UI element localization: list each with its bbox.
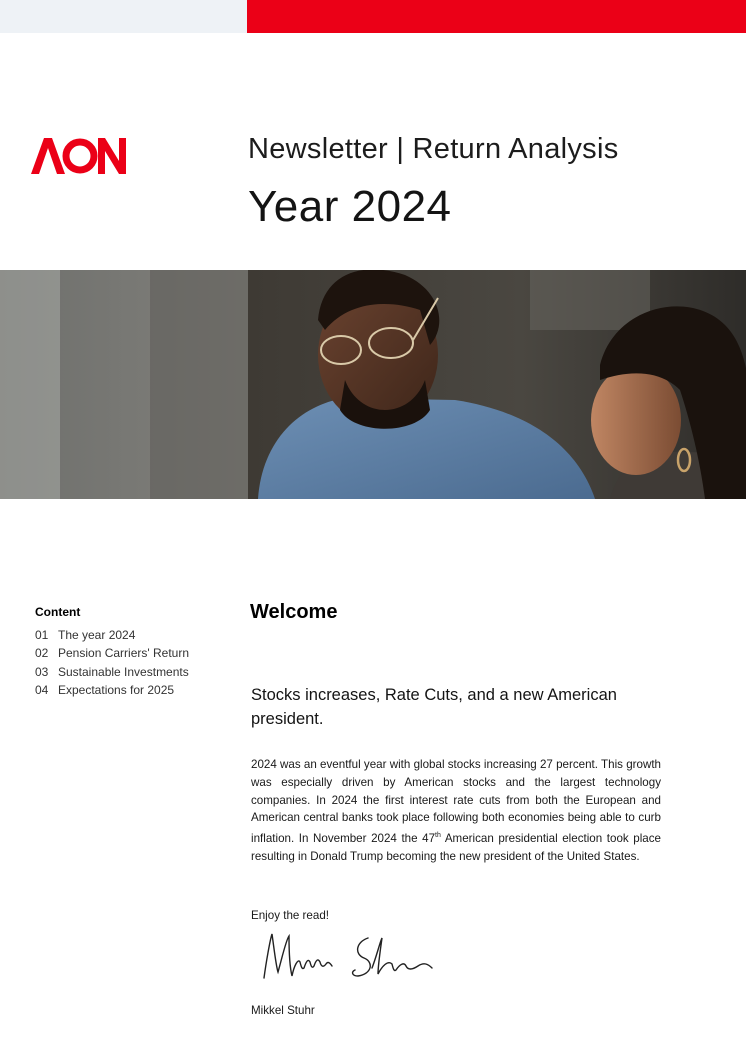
toc-item-label: The year 2024 xyxy=(58,628,136,642)
article-heading: Welcome xyxy=(250,601,338,623)
article-lead: Stocks increases, Rate Cuts, and a new American president. xyxy=(251,686,617,728)
top-band-left xyxy=(0,0,247,33)
toc-item-label: Expectations for 2025 xyxy=(58,682,175,697)
top-band-accent xyxy=(247,0,746,33)
table-of-contents xyxy=(35,605,235,699)
page-title: Year 2024 xyxy=(248,182,452,231)
article-body xyxy=(251,756,661,866)
toc-heading: Content xyxy=(35,605,81,619)
closing-line: Enjoy the read! xyxy=(251,909,329,922)
toc-item[interactable] xyxy=(35,663,235,681)
article-body-part-2: American presidential election took place resulting in Donald Trump becoming the new president of the United States. xyxy=(251,832,661,863)
signer-name: Mikkel Stuhr xyxy=(251,1004,315,1017)
toc-item-number: 02 xyxy=(35,646,49,661)
hero-photo xyxy=(0,270,746,499)
article-body-part-1: 2024 was an eventful year with global stocks increasing 27 percent. This growth was especially driven by American stocks and the largest technology companies. In 2024 the first interest rate cuts from both the European and American central banks took place following both economies being able to curb inflation. In November 2024 the 47 xyxy=(251,758,661,846)
toc-item-number: 01 xyxy=(35,628,49,642)
ordinal-suffix: th xyxy=(435,832,441,840)
toc-item-label: Sustainable Investments xyxy=(58,664,189,679)
toc-item-number: 04 xyxy=(35,682,49,697)
toc-item-number: 03 xyxy=(35,664,49,679)
toc-item[interactable] xyxy=(35,644,235,662)
newsletter-subtitle: Newsletter | Return Analysis xyxy=(248,133,619,165)
toc-item[interactable] xyxy=(35,626,235,644)
toc-item[interactable] xyxy=(35,681,235,699)
handwritten-signature xyxy=(256,928,446,986)
toc-item-label: Pension Carriers' Return xyxy=(58,646,190,661)
aon-logo xyxy=(31,136,127,176)
